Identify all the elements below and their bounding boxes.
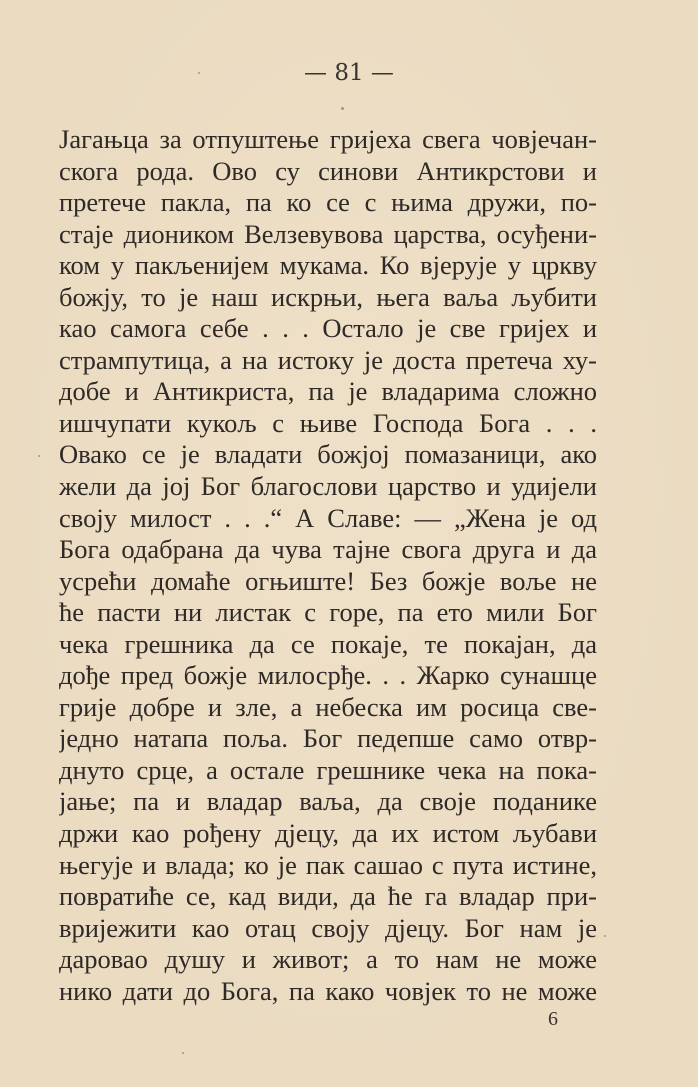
- text-line: стаје диоником Велзевувова царства, осуђени-: [59, 218, 597, 249]
- text-line: добе и Антикриста, па је владарима сложно: [59, 376, 597, 407]
- text-line: божју, то је наш искрњи, њега ваља љубити: [59, 281, 597, 312]
- text-line: грије добре и зле, а небеска им росица све-: [59, 691, 597, 722]
- paper-speck: [604, 935, 606, 937]
- text-line: ишчупати кукољ с њиве Господа Бога . . .: [59, 407, 597, 438]
- signature-mark: 6: [548, 1008, 558, 1030]
- text-line: Јагањца за отпуштење гријеха свега човјечан-: [59, 124, 597, 154]
- text-line: претече пакла, па ко се с њима дружи, по-: [59, 187, 597, 218]
- text-line: Бога одабрана да чува тајне свога друга и да: [59, 534, 597, 565]
- text-line: једно натапа поља. Бог педепше само отвр-: [59, 723, 597, 754]
- text-line: ће пасти ни листак с горе, па ето мили Бог: [59, 597, 597, 628]
- paper-speck: [38, 455, 40, 457]
- text-line: нико дати до Бога, па како човјек то не може: [59, 975, 597, 1006]
- text-line: скога рода. Ово су синови Антикрстови и: [59, 155, 597, 186]
- text-line: његује и влада; ко је пак сашао с пута истине,: [59, 849, 597, 880]
- text-line: чека грешника да се покаје, те покајан, да: [59, 628, 597, 659]
- text-line: повратиће се, кад види, да ће га владар при-: [59, 881, 597, 912]
- text-line: даровао душу и живот; а то нам не може: [59, 944, 597, 975]
- text-line: своју милост . . .“ А Славе: — „Жена је од: [59, 502, 597, 533]
- body-text: [59, 124, 597, 1007]
- text-line: Овако се је владати божјој помазаници, ако: [59, 439, 597, 470]
- text-line: стрампутица, а на истоку је доста претеча ху-: [59, 344, 597, 375]
- page-number-header: — 81 —: [304, 60, 394, 86]
- text-line: ком у пакљенијем мукама. Ко вјерује у цркву: [59, 250, 597, 281]
- text-line: као самога себе . . . Остало је све гријех и: [59, 313, 597, 344]
- text-line: вријежити као отац своју дјецу. Бог нам је: [59, 912, 597, 943]
- text-line: жели да јој Бог благослови царство и удијели: [59, 471, 597, 502]
- text-line: дође пред божје милосрђе. . . Жарко сунашце: [59, 660, 597, 691]
- paper-speck: [198, 72, 200, 74]
- paper-speck: [182, 1052, 184, 1054]
- text-line: днуто срце, а остале грешнике чека на пока-: [59, 754, 597, 785]
- paper-speck: [341, 107, 344, 110]
- text-line: јање; па и владар ваља, да своје поданике: [59, 786, 597, 817]
- text-line: усрећи домаће огњиште! Без божје воље не: [59, 565, 597, 596]
- text-line: држи као рођену дјецу, да их истом љубави: [59, 818, 597, 849]
